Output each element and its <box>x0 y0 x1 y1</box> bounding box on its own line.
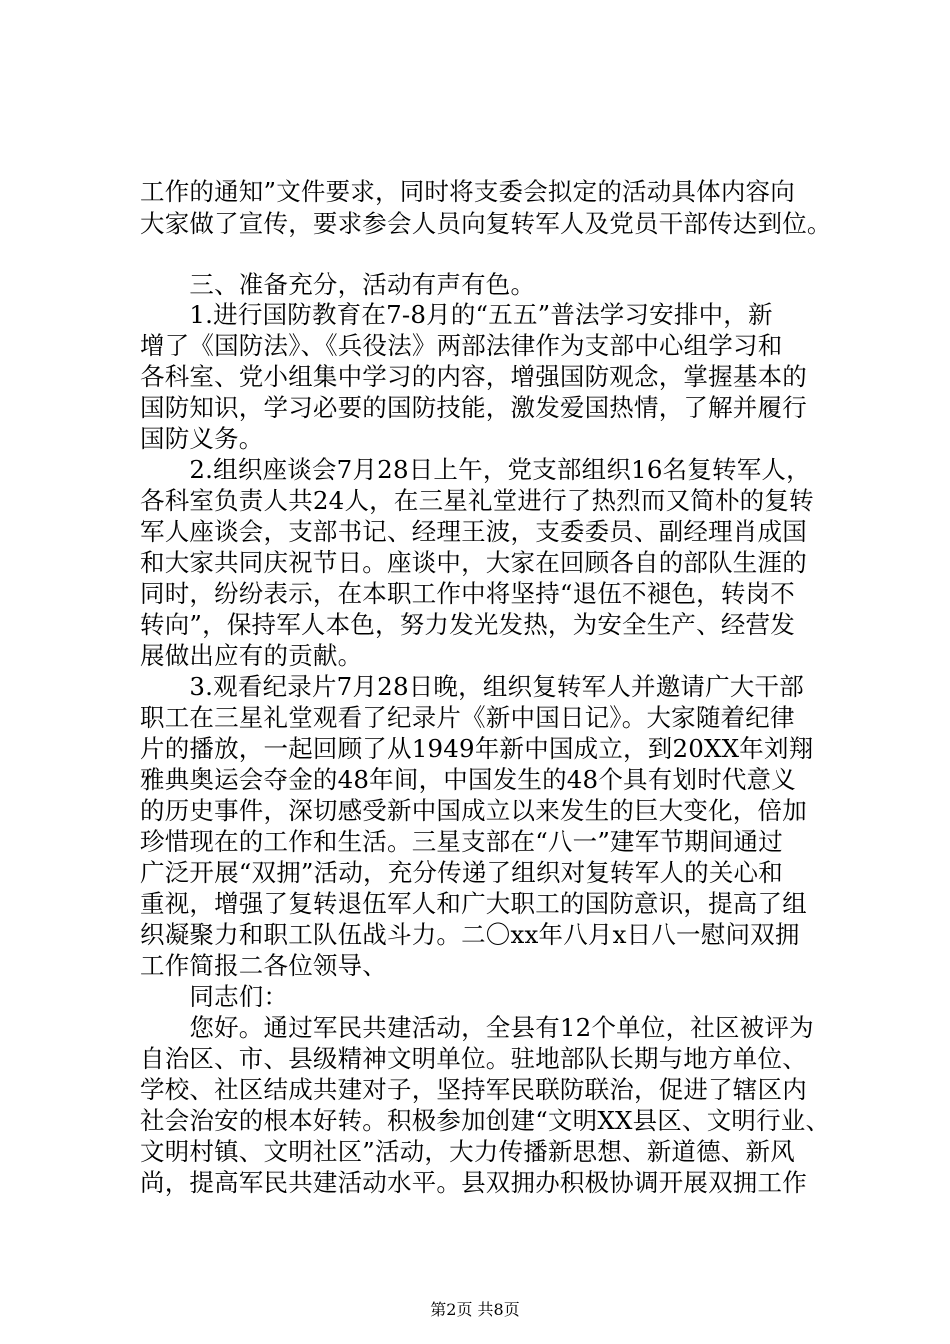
body-text-line: 各科室负责人共24人，在三星礼堂进行了热烈而又简朴的复转 <box>140 486 814 515</box>
body-text-line: 重视，增强了复转退伍军人和广大职工的国防意识，提高了组 <box>140 889 807 918</box>
body-text-line: 同时，纷纷表示，在本职工作中将坚持“退伍不褪色，转岗不 <box>140 579 795 608</box>
body-text-line: 雅典奥运会夺金的48年间，中国发生的48个具有划时代意义 <box>140 765 796 794</box>
body-text-line: 片的播放，一起回顾了从1949年新中国成立，到20XX年刘翔 <box>140 734 814 763</box>
body-text-line: 职工在三星礼堂观看了纪录片《新中国日记》。大家随着纪律 <box>140 703 795 732</box>
body-text-line: 广泛开展“双拥”活动，充分传递了组织对复转军人的关心和 <box>140 858 783 887</box>
body-text-line: 2.组织座谈会7月28日上午，党支部组织16名复转军人， <box>140 455 811 484</box>
body-text-line: 工作的通知”文件要求，同时将支委会拟定的活动具体内容向 <box>140 177 795 206</box>
section-heading: 三、准备充分，活动有声有色。 <box>140 270 536 299</box>
body-text-line: 自治区、市、县级精神文明单位。驻地部队长期与地方单位、 <box>140 1044 807 1073</box>
body-text-line: 增了《国防法》、《兵役法》两部法律作为支部中心组学习和 <box>140 331 783 360</box>
body-text-line: 的历史事件，深切感受新中国成立以来发生的巨大变化，倍加 <box>140 796 807 825</box>
body-text-line: 国防知识，学习必要的国防技能，激发爱国热情，了解并履行 <box>140 393 807 422</box>
body-text-line: 展做出应有的贡献。 <box>140 641 363 670</box>
body-text-line: 1.进行国防教育在7-8月的“五五”普法学习安排中，新 <box>140 300 773 329</box>
body-text-line: 军人座谈会，支部书记、经理王波，支委委员、副经理肖成国 <box>140 517 807 546</box>
body-text-line: 织凝聚力和职工队伍战斗力。二〇xx年八月x日八一慰问双拥 <box>140 920 800 949</box>
body-text-line: 工作简报二各位领导、 <box>140 951 387 980</box>
greeting-line: 同志们： <box>140 982 289 1011</box>
page-number-footer: 第2页 共8页 <box>430 1300 520 1319</box>
body-text-line: 各科室、党小组集中学习的内容，增强国防观念，掌握基本的 <box>140 362 807 391</box>
body-text-line: 珍惜现在的工作和生活。三星支部在“八一”建军节期间通过 <box>140 827 783 856</box>
body-text-line: 大家做了宣传，要求参会人员向复转军人及党员干部传达到位。 <box>140 209 832 238</box>
body-text-line: 国防义务。 <box>140 424 264 453</box>
body-text-line: 您好。通过军民共建活动，全县有12个单位，社区被评为 <box>140 1013 814 1042</box>
body-text-line: 学校、社区结成共建对子，坚持军民联防联治，促进了辖区内 <box>140 1075 807 1104</box>
body-text-line: 文明村镇、文明社区”活动，大力传播新思想、新道德、新风 <box>140 1137 795 1166</box>
body-text-line: 和大家共同庆祝节日。座谈中，大家在回顾各自的部队生涯的 <box>140 548 807 577</box>
body-text-line: 转向”，保持军人本色，努力发光发热，为安全生产、经营发 <box>140 610 795 639</box>
body-text-line: 3.观看纪录片7月28日晚，组织复转军人并邀请广大干部 <box>140 672 804 701</box>
body-text-line: 社会治安的根本好转。积极参加创建“文明XX县区、文明行业、 <box>140 1106 831 1135</box>
body-text-line: 尚，提高军民共建活动水平。县双拥办积极协调开展双拥工作 <box>140 1168 807 1197</box>
